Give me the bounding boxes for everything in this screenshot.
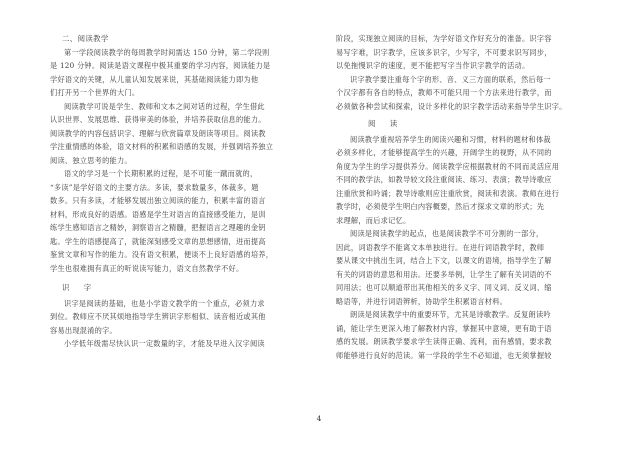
- paragraph: [50, 46, 318, 100]
- text-line: 不同的教学法，如教导较文段注重阅读、练习、表演；教导诗歌应: [336, 175, 552, 184]
- text-line: 小学低年级需尽快认识一定数量的字，才能及早进入汉字阅读: [64, 339, 265, 348]
- paragraph: [336, 133, 604, 228]
- paragraph: [50, 167, 318, 275]
- text-line: 因此，词语教学不能离文本单独进行。在进行词语教学时，教师: [336, 242, 545, 252]
- right-column: [336, 32, 604, 362]
- paragraph: [336, 32, 604, 73]
- text-line: 略语等，并进行词语辨析，协助学生积累语言材料。: [336, 296, 508, 306]
- text-line: 求理解，而后求记忆。: [336, 215, 411, 225]
- paragraph: [336, 227, 604, 308]
- text-line: 认识世界、发展思维、获得审美的体验，并培养获取信息的能力。: [50, 115, 266, 124]
- text-line: 识字教学要注重每个字的形、音、义三方面的联系，然后每一: [350, 74, 551, 84]
- text-line: 易写字难，识字教学，应该多识字，少写字，不可要求识写同步，: [336, 47, 552, 57]
- text-line: 朗读是阅读教学中的重要环节，尤其是诗歌教学。反复朗读吟: [350, 310, 551, 319]
- text-line: 个汉字都有各自的特点，教师不可能只用一个方法来进行教学，而: [336, 88, 552, 97]
- text-line: 阅读是阅读教学的起点，也是阅读教学不可分割的一部分，: [350, 229, 544, 238]
- page-number: 4: [316, 414, 322, 423]
- paragraph: [50, 297, 318, 338]
- paragraph: [50, 100, 318, 168]
- text-line: 必须多样化，才能够提高学生的兴趣，开阔学生的视野，从不同的: [336, 148, 552, 157]
- text-line: 要从课文中挑出生词，结合上下文，以课文的语境，指导学生了解: [336, 256, 552, 265]
- text-line: 语文的学习是一个长期积累的过程，是不可能一蹴而就的，: [64, 169, 258, 178]
- text-line: 们打开另一个世界的大门。: [50, 88, 140, 97]
- text-line: 学好语文的关键，从儿童认知发展来说，其基础阅读能力即为他: [50, 74, 259, 84]
- left-column: [50, 32, 318, 351]
- text-line: 数多。只有多读，才能够发展出独立阅读的能力，积累丰富的语言: [50, 196, 266, 205]
- section-heading: 二、阅读教学: [62, 34, 109, 43]
- text-line: 学生也很难拥有真正的听说读写能力，语文自然教学不好。: [50, 263, 244, 273]
- text-line: 学注重情感的体验，语文材料的积累和语感的发展，并强调培养独立: [50, 142, 274, 151]
- text-line: 阅读、独立思考的能力。: [50, 155, 132, 165]
- text-line: 以免拖慢识字的速度，更不能把写字当作识字教学的活动。: [336, 61, 530, 70]
- text-line: 到位。教师应不厌其烦地指导学生辨识字形相似、读音相近或其他: [50, 312, 266, 321]
- text-line: 角度为学生的学习提供养分。阅读教学应根据教材的不同而灵活应用: [336, 161, 560, 171]
- text-line: 阅读教学的内容包括识字、理解与欣赏篇章及朗读等项目。阅读教: [50, 128, 266, 138]
- text-line: 教学时，必须使学生明白内容概要，然后才探求文章的形式；先: [336, 202, 545, 211]
- text-line: 同用法；也可以顺道带出其他相关的多义字、同义词、反义词、缩: [336, 283, 552, 292]
- text-line: 识字是阅读的基础，也是小学语文教学的一个重点，必须力求: [64, 298, 265, 308]
- paragraph: [336, 73, 604, 114]
- text-line: 阶段，实现独立阅读的目标，为学好语文作好充分的准备。识字容: [336, 34, 552, 43]
- text-line: 匙。学生的语感提高了，就能深刻感受文章的思想感情，进而提高: [50, 236, 266, 246]
- text-line: 练学生感知语言之精妙，洞察语言之精髓，把握语言之理趣的金钥: [50, 223, 266, 232]
- text-line: 材料，形成良好的语感。语感是学生对语言的直接感受能力，是训: [50, 209, 266, 219]
- text-line: 诵，能让学生更深入地了解教材内容，掌握其中意境，更有助于语: [336, 323, 552, 333]
- paragraph: [50, 337, 318, 351]
- paragraph: [336, 308, 604, 362]
- sub-heading-yuedu: 阅 读: [368, 119, 404, 128]
- text-line: 是 120 分钟。阅读是语文课程中极其重要的学习内容，阅读能力是: [50, 61, 271, 70]
- text-line: 师能够进行良好的范读。第一学段的学生不必知道，也无须掌握较: [336, 350, 552, 360]
- text-line: 阅读教学重视培养学生的阅读兴趣和习惯，材料的题材和体裁: [350, 134, 551, 144]
- text-line: 注重欣赏和吟诵；教导诗歌则应注重欣赏，阅读和表演。教师在进行: [336, 188, 560, 198]
- text-line: “多读”是学好语文的主要方法。多读，要求数量多，体裁多，题: [50, 182, 259, 192]
- text-line: 第一学段阅读教学的每周教学时间需达 150 分钟，第二学段则: [64, 47, 270, 57]
- text-line: 有关的词语的意思和用法。还要多举例，让学生了解有关词语的不: [336, 269, 552, 279]
- text-line: 必须做各种尝试和探索，设计多样化的识字教学活动来指导学生识字。: [336, 101, 567, 111]
- text-line: 阅读教学可说是学生、教师和文本之间对话的过程，学生借此: [64, 101, 265, 111]
- sub-heading-shizi: 识 字: [62, 283, 98, 292]
- text-line: 鉴赏文章和写作的能力。没有语文积累，便谈不上良好语感的培养，: [50, 250, 274, 259]
- text-line: 感的发展。朗读教学要求学生读得正确、流利，而有感情，要求教: [336, 337, 552, 346]
- text-line: 容易出现混淆的字。: [50, 325, 117, 335]
